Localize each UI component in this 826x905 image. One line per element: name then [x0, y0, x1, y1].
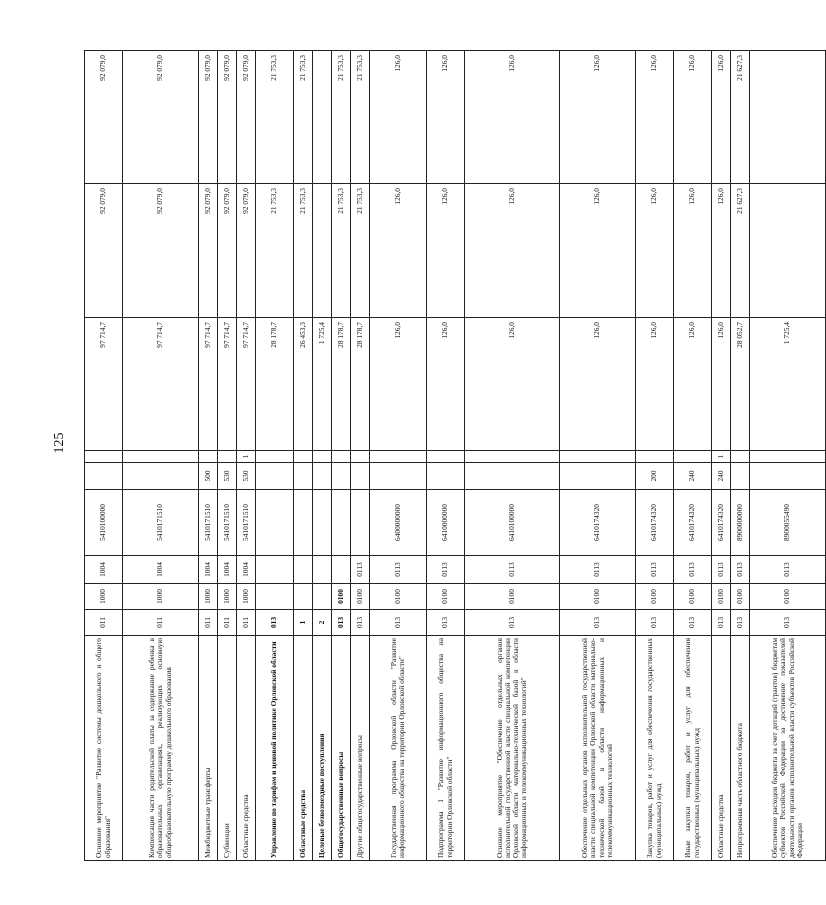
row-source-mark	[465, 451, 560, 463]
row-grbs: 011	[123, 610, 199, 636]
row-source-mark	[750, 451, 826, 463]
row-target-item: 6400000000	[370, 490, 427, 556]
row-source-mark	[332, 451, 351, 463]
row-amount-1: 97 714,7	[237, 318, 256, 451]
row-target-item: 8900000000	[731, 490, 750, 556]
row-grbs: 013	[636, 610, 674, 636]
row-amount-3	[313, 51, 332, 184]
row-grbs: 011	[199, 610, 218, 636]
row-target-item	[256, 490, 294, 556]
row-subsection: 1004	[218, 556, 237, 584]
row-amount-2: 126,0	[560, 184, 636, 318]
row-target-item: 6410174320	[560, 490, 636, 556]
row-source-mark	[636, 451, 674, 463]
row-name: Межбюджетные трансферты	[199, 636, 218, 861]
budget-table-body	[85, 51, 826, 861]
row-source-mark	[731, 451, 750, 463]
row-name: Областные средства	[237, 636, 256, 861]
row-section	[294, 584, 313, 610]
table-row	[636, 51, 674, 861]
row-amount-3: 126,0	[465, 51, 560, 184]
row-amount-2: 21 753,3	[256, 184, 294, 318]
row-subsection: 0113	[351, 556, 370, 584]
table-row	[731, 51, 750, 861]
row-expense-type	[332, 463, 351, 490]
row-section: 0100	[674, 584, 712, 610]
row-source-mark	[218, 451, 237, 463]
row-amount-2: 126,0	[465, 184, 560, 318]
row-amount-3: 92 079,0	[218, 51, 237, 184]
row-subsection	[256, 556, 294, 584]
row-expense-type: 240	[674, 463, 712, 490]
row-section	[313, 584, 332, 610]
row-name: Основное мероприятие "Развитие системы дошкольного и общего образования"	[85, 636, 123, 861]
table-row	[256, 51, 294, 861]
row-name: Целевые безвозмездные поступления	[313, 636, 332, 861]
row-section: 0100	[750, 584, 826, 610]
row-target-item: 5410100000	[85, 490, 123, 556]
row-amount-3: 126,0	[370, 51, 427, 184]
row-amount-1: 97 714,7	[123, 318, 199, 451]
row-amount-2	[750, 184, 826, 318]
table-row	[332, 51, 351, 861]
row-source-mark: 1	[237, 451, 256, 463]
row-grbs: 013	[674, 610, 712, 636]
row-subsection: 0113	[712, 556, 731, 584]
row-grbs: 013	[560, 610, 636, 636]
row-amount-1: 126,0	[370, 318, 427, 451]
row-name: Обеспечение расходов бюджета за счет дотаций (грантов) бюджетам субъектов Российской Федерации за достижение показателей деятельности органов исполнительной власти субъектов Российской Федерации	[750, 636, 826, 861]
row-amount-2: 21 753,3	[294, 184, 313, 318]
row-name: Непрограммная часть областного бюджета	[731, 636, 750, 861]
row-subsection: 1004	[123, 556, 199, 584]
row-section: 1000	[123, 584, 199, 610]
row-subsection: 1004	[85, 556, 123, 584]
row-amount-2: 126,0	[712, 184, 731, 318]
row-name: Другие общегосударственные вопросы	[351, 636, 370, 861]
row-amount-1: 97 714,7	[218, 318, 237, 451]
row-target-item: 6410174320	[712, 490, 731, 556]
row-source-mark	[674, 451, 712, 463]
row-target-item	[332, 490, 351, 556]
row-amount-3: 126,0	[712, 51, 731, 184]
table-row	[294, 51, 313, 861]
budget-table	[84, 50, 826, 861]
table-row	[85, 51, 123, 861]
row-amount-1: 26 453,3	[294, 318, 313, 451]
row-name: Общегосударственные вопросы	[332, 636, 351, 861]
row-name: Государственная программа Орловской области "Развитие информационного общества на территории Орловской области"	[370, 636, 427, 861]
row-amount-1: 126,0	[465, 318, 560, 451]
row-section: 1000	[237, 584, 256, 610]
row-target-item: 5410171510	[123, 490, 199, 556]
row-grbs: 011	[218, 610, 237, 636]
table-row	[218, 51, 237, 861]
row-expense-type	[351, 463, 370, 490]
row-amount-3: 92 079,0	[85, 51, 123, 184]
row-section	[256, 584, 294, 610]
row-source-mark	[123, 451, 199, 463]
table-row	[560, 51, 636, 861]
row-amount-3: 92 079,0	[199, 51, 218, 184]
row-expense-type	[560, 463, 636, 490]
row-amount-3: 126,0	[674, 51, 712, 184]
row-expense-type	[465, 463, 560, 490]
row-grbs: 013	[332, 610, 351, 636]
row-amount-1: 126,0	[712, 318, 731, 451]
row-source-mark	[199, 451, 218, 463]
row-source-mark	[560, 451, 636, 463]
row-target-item: 5410171510	[218, 490, 237, 556]
table-row	[313, 51, 332, 861]
row-subsection: 0113	[370, 556, 427, 584]
row-section: 0100	[351, 584, 370, 610]
row-section: 1000	[218, 584, 237, 610]
table-row	[199, 51, 218, 861]
row-grbs: 011	[85, 610, 123, 636]
row-name: Закупка товаров, работ и услуг для обеспечения государственных (муниципальных) нужд	[636, 636, 674, 861]
row-amount-1: 1 725,4	[313, 318, 332, 451]
row-expense-type: 240	[712, 463, 731, 490]
row-amount-2: 92 079,0	[218, 184, 237, 318]
row-subsection: 1004	[199, 556, 218, 584]
row-subsection: 0113	[465, 556, 560, 584]
row-amount-3: 92 079,0	[123, 51, 199, 184]
row-target-item	[294, 490, 313, 556]
row-expense-type	[294, 463, 313, 490]
row-amount-3: 21 753,3	[294, 51, 313, 184]
row-subsection	[294, 556, 313, 584]
row-section: 0100	[332, 584, 351, 610]
table-row	[712, 51, 731, 861]
row-expense-type: 500	[199, 463, 218, 490]
row-grbs: 2	[313, 610, 332, 636]
row-name: Компенсация части родительской платы за содержание ребенка в образовательных организациях, реализующих основную общеобразовательную программу дошкольного образования	[123, 636, 199, 861]
row-expense-type: 530	[218, 463, 237, 490]
row-subsection: 0113	[674, 556, 712, 584]
table-row	[237, 51, 256, 861]
row-amount-2: 126,0	[427, 184, 465, 318]
row-subsection: 0113	[750, 556, 826, 584]
row-grbs: 013	[256, 610, 294, 636]
row-target-item	[351, 490, 370, 556]
row-amount-2	[313, 184, 332, 318]
row-name: Иные закупки товаров, работ и услуг для обеспечения государственных (муниципальных) нужд	[674, 636, 712, 861]
row-amount-2: 21 627,3	[731, 184, 750, 318]
row-target-item: 8900055490	[750, 490, 826, 556]
table-row	[674, 51, 712, 861]
row-amount-2: 21 753,3	[351, 184, 370, 318]
table-row	[123, 51, 199, 861]
table-row	[370, 51, 427, 861]
row-target-item: 6410100000	[465, 490, 560, 556]
row-target-item	[313, 490, 332, 556]
row-source-mark	[256, 451, 294, 463]
row-target-item: 5410171510	[199, 490, 218, 556]
row-source-mark	[351, 451, 370, 463]
row-amount-3: 21 753,3	[256, 51, 294, 184]
row-amount-1: 126,0	[560, 318, 636, 451]
row-grbs: 011	[237, 610, 256, 636]
row-subsection: 0113	[560, 556, 636, 584]
row-amount-1: 126,0	[636, 318, 674, 451]
row-amount-2: 92 079,0	[85, 184, 123, 318]
row-subsection: 1004	[237, 556, 256, 584]
row-expense-type: 530	[237, 463, 256, 490]
row-amount-1: 126,0	[674, 318, 712, 451]
row-name: Подпрограмма 1 "Развитие информационного общества на территории Орловской области"	[427, 636, 465, 861]
row-subsection: 0113	[427, 556, 465, 584]
row-grbs: 013	[750, 610, 826, 636]
table-row	[427, 51, 465, 861]
row-name: Субвенции	[218, 636, 237, 861]
row-amount-1: 28 178,7	[256, 318, 294, 451]
row-amount-2: 92 079,0	[123, 184, 199, 318]
row-amount-3: 21 627,3	[731, 51, 750, 184]
row-source-mark	[85, 451, 123, 463]
row-grbs: 013	[370, 610, 427, 636]
row-source-mark: 1	[712, 451, 731, 463]
table-row	[750, 51, 826, 861]
row-amount-2: 126,0	[674, 184, 712, 318]
row-section: 0100	[636, 584, 674, 610]
row-expense-type	[750, 463, 826, 490]
row-name: Областные средства	[294, 636, 313, 861]
row-name: Областные средства	[712, 636, 731, 861]
row-amount-1: 28 178,7	[351, 318, 370, 451]
row-grbs: 013	[465, 610, 560, 636]
row-expense-type	[85, 463, 123, 490]
row-amount-3: 126,0	[560, 51, 636, 184]
row-amount-3: 126,0	[427, 51, 465, 184]
budget-table-rotated	[84, 51, 804, 861]
page-number: 125	[52, 432, 67, 454]
row-amount-3: 21 753,3	[332, 51, 351, 184]
row-expense-type	[123, 463, 199, 490]
row-expense-type	[370, 463, 427, 490]
row-subsection: 0113	[636, 556, 674, 584]
row-target-item: 6410000000	[427, 490, 465, 556]
row-section: 0100	[465, 584, 560, 610]
row-name: Основное мероприятие "Обеспечение отдельных органов исполнительной государственной власти специальной компетенции Орловской области материально-технической базой в области информационных и телекоммуникационных технологий"	[465, 636, 560, 861]
row-target-item: 5410171510	[237, 490, 256, 556]
row-name: Обеспечение отдельных органов исполнительной государственной власти специальной компетенции Орловской области материально-технической базой в области информационных и телекоммуникационных технологий	[560, 636, 636, 861]
row-amount-1: 28 052,7	[731, 318, 750, 451]
row-section: 0100	[427, 584, 465, 610]
row-expense-type: 200	[636, 463, 674, 490]
table-row	[351, 51, 370, 861]
row-amount-1: 97 714,7	[199, 318, 218, 451]
row-amount-1: 126,0	[427, 318, 465, 451]
row-section: 0100	[370, 584, 427, 610]
row-amount-2: 21 753,3	[332, 184, 351, 318]
row-amount-3: 92 079,0	[237, 51, 256, 184]
row-section: 0100	[731, 584, 750, 610]
table-row	[465, 51, 560, 861]
row-source-mark	[313, 451, 332, 463]
row-name: Управление по тарифам и ценовой политике Орловской области	[256, 636, 294, 861]
row-grbs: 013	[351, 610, 370, 636]
row-section: 1000	[85, 584, 123, 610]
row-target-item: 6410174320	[636, 490, 674, 556]
row-section: 1000	[199, 584, 218, 610]
row-amount-3: 21 753,3	[351, 51, 370, 184]
row-target-item: 6410174320	[674, 490, 712, 556]
row-subsection: 0113	[731, 556, 750, 584]
row-expense-type	[256, 463, 294, 490]
row-expense-type	[731, 463, 750, 490]
row-amount-3: 126,0	[636, 51, 674, 184]
row-grbs: 1	[294, 610, 313, 636]
row-amount-1: 28 178,7	[332, 318, 351, 451]
row-amount-1: 97 714,7	[85, 318, 123, 451]
row-section: 0100	[712, 584, 731, 610]
row-expense-type	[427, 463, 465, 490]
row-grbs: 013	[712, 610, 731, 636]
row-amount-1: 1 725,4	[750, 318, 826, 451]
row-amount-2: 92 079,0	[237, 184, 256, 318]
row-amount-3	[750, 51, 826, 184]
row-subsection	[332, 556, 351, 584]
row-section: 0100	[560, 584, 636, 610]
row-grbs: 013	[731, 610, 750, 636]
row-expense-type	[313, 463, 332, 490]
row-amount-2: 92 079,0	[199, 184, 218, 318]
row-amount-2: 126,0	[370, 184, 427, 318]
row-source-mark	[294, 451, 313, 463]
row-grbs: 013	[427, 610, 465, 636]
row-source-mark	[370, 451, 427, 463]
row-subsection	[313, 556, 332, 584]
row-amount-2: 126,0	[636, 184, 674, 318]
row-source-mark	[427, 451, 465, 463]
